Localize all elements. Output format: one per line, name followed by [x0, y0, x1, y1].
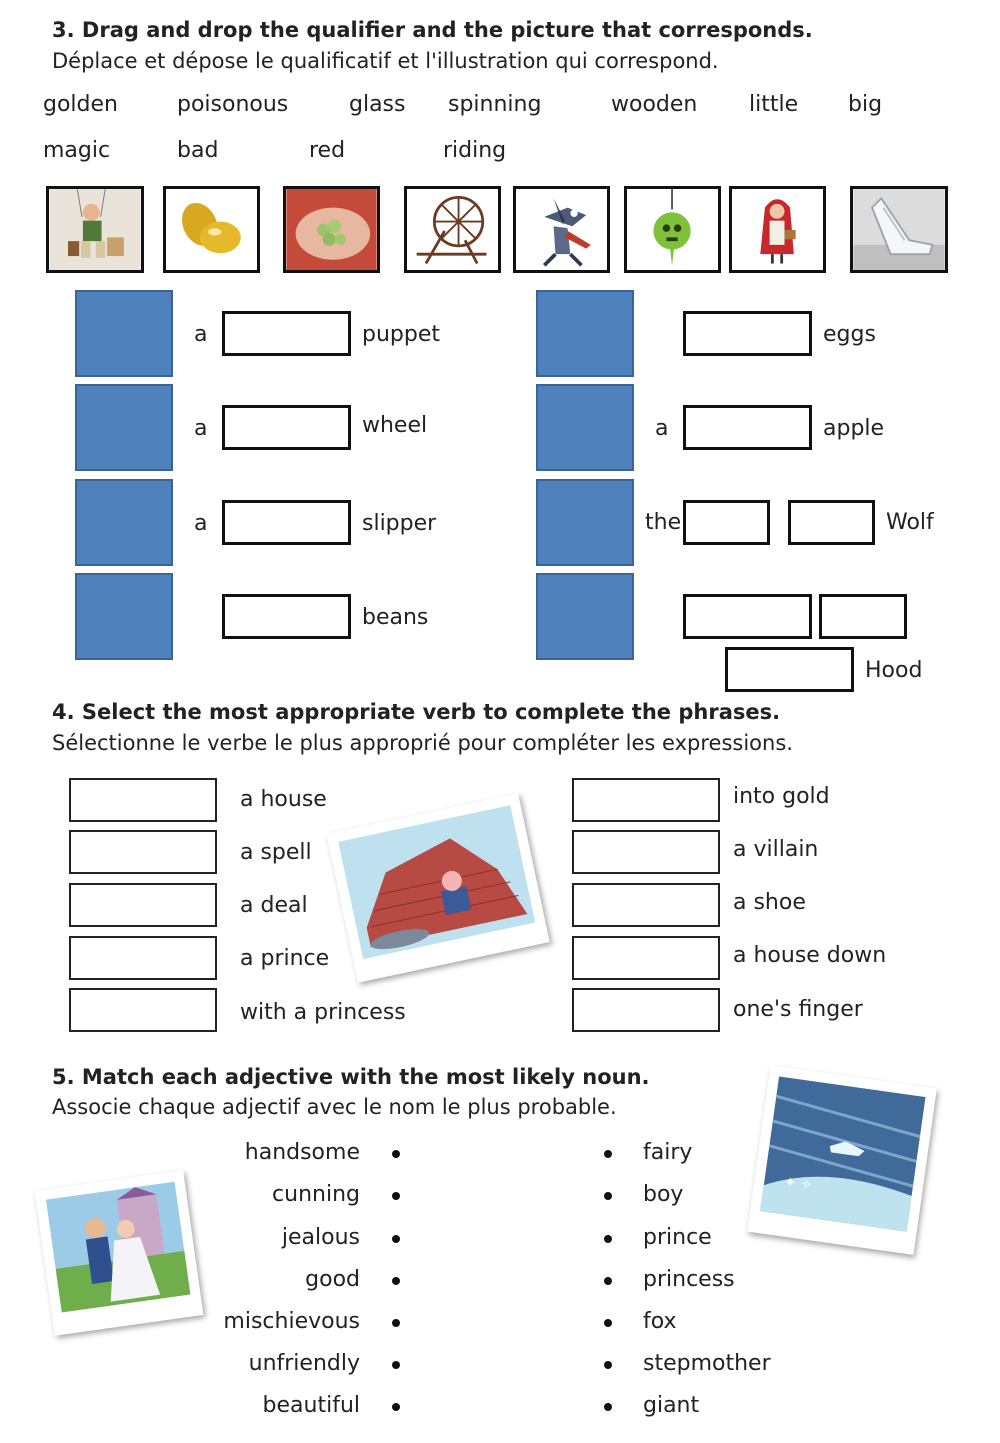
phrase-right-1: into gold	[733, 784, 830, 809]
noun-eggs: eggs	[823, 322, 876, 347]
noun-wheel: wheel	[362, 413, 428, 438]
article-slipper: a	[194, 511, 208, 536]
verb-box-left-3[interactable]	[69, 883, 217, 927]
beans-picture[interactable]	[283, 186, 380, 273]
section5-subtitle: Associe chaque adjectif avec le nom le plus probable.	[52, 1095, 617, 1119]
drop-slot-wheel[interactable]	[75, 384, 173, 471]
adjective-2: cunning	[272, 1182, 360, 1207]
noun-7: giant	[643, 1393, 700, 1418]
spinning-wheel-picture[interactable]	[404, 186, 501, 273]
puppet-picture[interactable]	[46, 186, 144, 273]
phrase-left-4: a prince	[240, 946, 330, 971]
phrase-right-3: a shoe	[733, 890, 806, 915]
verb-box-left-5[interactable]	[69, 988, 217, 1032]
glass-slipper-picture[interactable]	[850, 186, 948, 273]
verb-box-right-5[interactable]	[572, 988, 720, 1032]
noun-3: prince	[643, 1225, 712, 1250]
word-golden[interactable]: golden	[43, 92, 118, 117]
article-puppet: a	[194, 322, 208, 347]
poison-apple-picture[interactable]	[624, 186, 721, 273]
noun-beans: beans	[362, 605, 429, 630]
noun-slipper: slipper	[362, 511, 437, 536]
three-pigs-photo	[326, 793, 549, 982]
match-dot-right-3[interactable]	[604, 1235, 612, 1243]
match-dot-right-7[interactable]	[604, 1403, 612, 1411]
match-dot-right-4[interactable]	[604, 1277, 612, 1285]
qualifier-box-apple[interactable]	[683, 405, 812, 450]
word-red[interactable]: red	[309, 138, 346, 163]
word-bad[interactable]: bad	[177, 138, 219, 163]
adjective-1: handsome	[244, 1140, 360, 1165]
drop-slot-puppet[interactable]	[75, 290, 173, 377]
section3-title: 3. Drag and drop the qualifier and the picture that corresponds.	[52, 18, 813, 42]
drop-slot-slipper[interactable]	[75, 479, 173, 566]
match-dot-right-2[interactable]	[604, 1192, 612, 1200]
phrase-left-2: a spell	[240, 840, 312, 865]
match-dot-left-7[interactable]	[392, 1403, 400, 1411]
adjective-7: beautiful	[262, 1393, 360, 1418]
qualifier-box-hood-3[interactable]	[725, 647, 854, 692]
noun-4: princess	[643, 1267, 735, 1292]
svg-text:✦ ✧: ✦ ✧	[783, 1174, 814, 1195]
drop-slot-apple[interactable]	[536, 384, 634, 471]
section4-subtitle: Sélectionne le verbe le plus approprié pour compléter les expressions.	[52, 731, 793, 755]
word-spinning[interactable]: spinning	[448, 92, 542, 117]
adjective-3: jealous	[281, 1225, 360, 1250]
red-riding-hood-picture[interactable]	[729, 186, 826, 273]
wolf-picture[interactable]	[513, 186, 610, 273]
verb-box-left-4[interactable]	[69, 936, 217, 980]
qualifier-box-wolf-2[interactable]	[788, 500, 875, 545]
phrase-left-5: with a princess	[240, 1000, 406, 1025]
section5-title: 5. Match each adjective with the most likely noun.	[52, 1065, 650, 1089]
section3-subtitle: Déplace et dépose le qualificatif et l'illustration qui correspond.	[52, 49, 719, 73]
golden-eggs-picture[interactable]	[163, 186, 260, 273]
noun-6: stepmother	[643, 1351, 771, 1376]
match-dot-left-5[interactable]	[392, 1319, 400, 1327]
match-dot-left-3[interactable]	[392, 1235, 400, 1243]
verb-box-left-2[interactable]	[69, 830, 217, 874]
qualifier-box-eggs[interactable]	[683, 311, 812, 356]
qualifier-box-puppet[interactable]	[222, 311, 351, 356]
glass-slipper-photo	[747, 1065, 937, 1255]
match-dot-left-6[interactable]	[392, 1361, 400, 1369]
article-apple: a	[655, 416, 669, 441]
noun-1: fairy	[643, 1140, 693, 1165]
adjective-6: unfriendly	[248, 1351, 360, 1376]
word-glass[interactable]: glass	[349, 92, 406, 117]
match-dot-right-6[interactable]	[604, 1361, 612, 1369]
word-riding[interactable]: riding	[443, 138, 507, 163]
article-wheel: a	[194, 416, 208, 441]
drop-slot-beans[interactable]	[75, 573, 173, 660]
match-dot-right-1[interactable]	[604, 1150, 612, 1158]
qualifier-box-beans[interactable]	[222, 594, 351, 639]
phrase-left-1: a house	[240, 787, 327, 812]
match-dot-left-2[interactable]	[392, 1192, 400, 1200]
adjective-4: good	[305, 1267, 360, 1292]
prince-princess-photo	[35, 1170, 204, 1335]
word-poisonous[interactable]: poisonous	[177, 92, 289, 117]
match-dot-left-4[interactable]	[392, 1277, 400, 1285]
verb-box-right-2[interactable]	[572, 830, 720, 874]
noun-5: fox	[643, 1309, 677, 1334]
phrase-left-3: a deal	[240, 893, 308, 918]
qualifier-box-wolf-1[interactable]	[683, 500, 770, 545]
verb-box-left-1[interactable]	[69, 778, 217, 822]
qualifier-box-wheel[interactable]	[222, 405, 351, 450]
match-dot-right-5[interactable]	[604, 1319, 612, 1327]
noun-2: boy	[643, 1182, 684, 1207]
qualifier-box-hood-2[interactable]	[819, 594, 907, 639]
section4-title: 4. Select the most appropriate verb to complete the phrases.	[52, 700, 781, 724]
word-big[interactable]: big	[848, 92, 883, 117]
drop-slot-wolf[interactable]	[536, 479, 634, 566]
phrase-right-2: a villain	[733, 837, 819, 862]
drop-slot-hood[interactable]	[536, 573, 634, 660]
word-little[interactable]: little	[749, 92, 799, 117]
phrase-right-5: one's finger	[733, 997, 863, 1022]
verb-box-right-1[interactable]	[572, 778, 720, 822]
match-dot-left-1[interactable]	[392, 1150, 400, 1158]
adjective-5: mischievous	[223, 1309, 360, 1334]
verb-box-right-4[interactable]	[572, 936, 720, 980]
qualifier-box-slipper[interactable]	[222, 500, 351, 545]
noun-puppet: puppet	[362, 322, 440, 347]
word-wooden[interactable]: wooden	[611, 92, 698, 117]
word-magic[interactable]: magic	[43, 138, 111, 163]
drop-slot-eggs[interactable]	[536, 290, 634, 377]
qualifier-box-hood-1[interactable]	[683, 594, 812, 639]
article-wolf: the	[645, 510, 682, 535]
noun-apple: apple	[823, 416, 885, 441]
noun-wolf: Wolf	[886, 510, 934, 535]
phrase-right-4: a house down	[733, 943, 887, 968]
noun-hood: Hood	[865, 658, 923, 683]
verb-box-right-3[interactable]	[572, 883, 720, 927]
